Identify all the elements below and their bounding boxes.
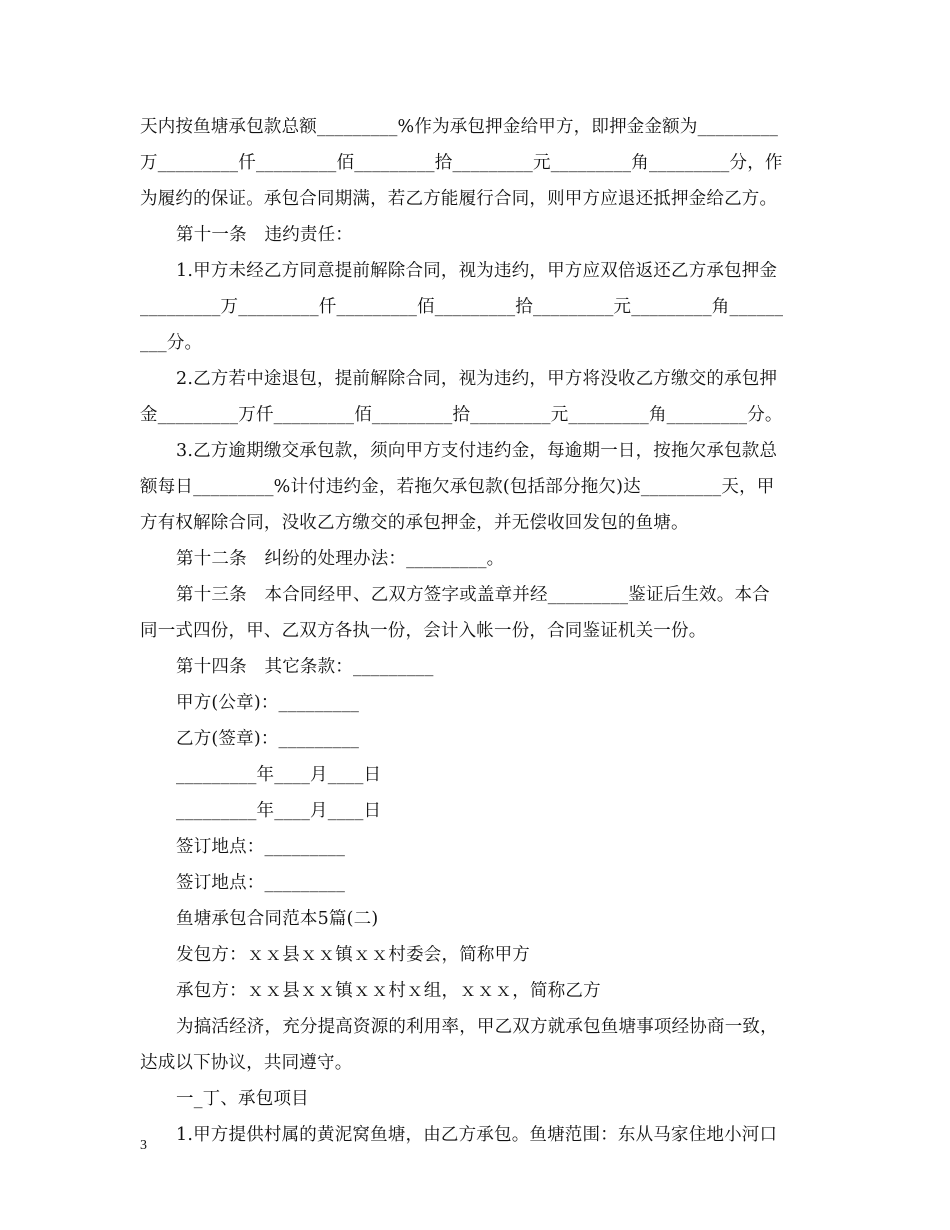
- text-line: 金_________万仟_________佰_________拾_________元_________角_________分。: [140, 405, 783, 425]
- text-line: 额每日_________%计付违约金，若拖欠承包款(包括部分拖欠)达_________天，甲: [140, 477, 775, 497]
- text-line: 1.甲方未经乙方同意提前解除合同，视为违约，甲方应双倍返还乙方承包押金: [176, 261, 778, 281]
- text-line: 达成以下协议，共同遵守。: [140, 1053, 353, 1073]
- text-line: 承包方：ｘｘ县ｘｘ镇ｘｘ村ｘ组，ｘｘｘ，简称乙方: [176, 981, 601, 1001]
- text-line: 3.乙方逾期缴交承包款，须向甲方支付违约金，每逾期一日，按拖欠承包款总: [176, 441, 778, 461]
- date-line: _________年____月____日: [176, 765, 382, 785]
- page-number: 3: [140, 1138, 147, 1153]
- text-line: 为履约的保证。承包合同期满，若乙方能履行合同，则甲方应退还抵押金给乙方。: [140, 189, 778, 209]
- text-line: 为搞活经济，充分提高资源的利用率，甲乙双方就承包鱼塘事项经协商一致，: [176, 1017, 778, 1037]
- article-heading: 第十四条 其它条款：_________: [176, 657, 434, 677]
- text-line: 方有权解除合同，没收乙方缴交的承包押金，并无偿收回发包的鱼塘。: [140, 513, 689, 533]
- text-line: _________万_________仟_________佰_________拾_________元_________角______: [140, 297, 784, 317]
- text-line: 1.甲方提供村属的黄泥窝鱼塘，由乙方承包。鱼塘范围：东从马家住地小河口: [176, 1125, 778, 1145]
- place-line: 签订地点：_________: [176, 873, 346, 893]
- text-line: 同一式四份，甲、乙双方各执一份，会计入帐一份，合同鉴证机关一份。: [140, 621, 707, 641]
- text-line: 发包方：ｘｘ县ｘｘ镇ｘｘ村委会，简称甲方: [176, 945, 530, 965]
- signature-line: 乙方(签章)：_________: [176, 729, 360, 749]
- place-line: 签订地点：_________: [176, 837, 346, 857]
- article-heading: 第十一条 违约责任：: [176, 225, 353, 245]
- text-line: 天内按鱼塘承包款总额_________%作为承包押金给甲方，即押金金额为_________: [140, 117, 779, 137]
- section-title: 鱼塘承包合同范本5篇(二): [176, 909, 379, 929]
- article-heading: 第十三条 本合同经甲、乙双方签字或盖章并经_________鉴证后生效。本合: [176, 585, 770, 605]
- date-line: _________年____月____日: [176, 801, 382, 821]
- text-line: 万_________仟_________佰_________拾_________元_________角_________分，作: [140, 153, 783, 173]
- text-line: ___分。: [140, 333, 203, 353]
- text-line: 2.乙方若中途退包，提前解除合同，视为违约，甲方将没收乙方缴交的承包押: [176, 369, 778, 389]
- signature-line: 甲方(公章)：_________: [176, 693, 360, 713]
- article-heading: 第十二条 纠纷的处理办法：_________。: [176, 549, 505, 569]
- section-heading: 一_丁、承包项目: [176, 1089, 309, 1109]
